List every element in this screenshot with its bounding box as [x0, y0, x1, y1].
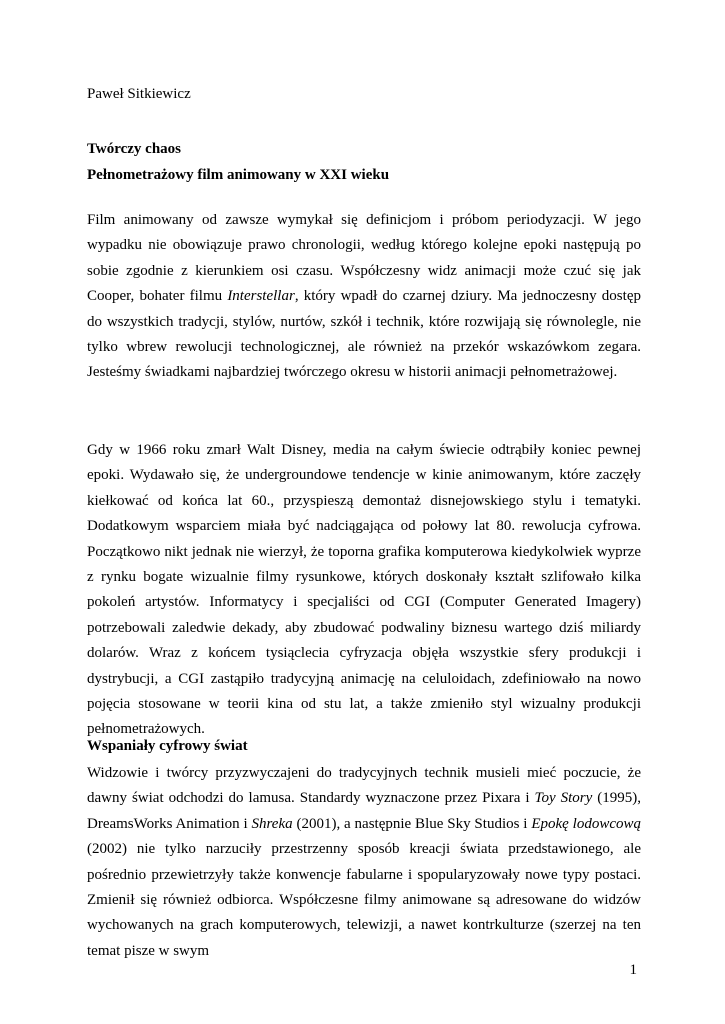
page-number: 1	[629, 962, 637, 978]
film-title-toy-story: Toy Story	[534, 790, 593, 807]
paragraph-intro	[87, 208, 641, 386]
paragraph-intro-text-1: Film animowany od zawsze wymykał się definicjom i próbom periodyzacji. W jego wypadku nie obowiązuje prawo chronologii, według którego kolejne epoki następują po sobie zgodnie z kierunkiem osi czasu. Współczesny widz animacji może czuć się jak Cooper, bohater filmu	[87, 212, 641, 305]
paragraph-digital-text-1: Widzowie i twórcy przyzwyczajeni do tradycyjnych technik musieli mieć poczucie, że dawny świat odchodzi do lamusa. Standardy wyznaczone przez Pixara i	[87, 765, 641, 807]
title-block	[87, 136, 643, 188]
paragraph-digital-text-3: (2001), a następnie Blue Sky Studios i	[292, 815, 532, 832]
paragraph-disney: Gdy w 1966 roku zmarł Walt Disney, media na całym świecie odtrąbiły koniec pewnej epoki. Wydawało się, że undergroundowe tendencje w kinie animowanym, które zaczęły kiełkować od końca lat 60., przyspieszą demontaż disnejowskiego stylu i tematyki. Dodatkowym wsparciem miała być nadciągająca od połowy lat 80. rewolucja cyfrowa. Początkowo nikt jednak nie wierzył, że toporna grafika komputerowa kiedykolwiek wyprze z rynku bogate wizualnie filmy rysunkowe, których doskonały kształt szlifowało kilka pokoleń artystów. Informatycy i specjaliści od CGI (Computer Generated Imagery) potrzebowali zaledwie dekady, aby zbudować podwaliny biznesu wartego dziś miliardy dolarów. Wraz z końcem tysiąclecia cyfryzacja objęła wszystkie sfery produkcji i dystrybucji, a CGI zastąpiło tradycyjną animację na celuloidach, zdefiniowało na nowo pojęcia stosowane w teorii kina od stu lat, a także zmieniło styl wizualny produkcji pełnometrażowych.	[87, 442, 641, 738]
film-title-ice-age: Epokę lodowcową	[531, 815, 641, 832]
paragraph-digital-text-2: (1995), DreamsWorks Animation i	[87, 790, 641, 832]
film-title-interstellar: Interstellar	[227, 288, 295, 305]
paragraph-intro-text-2: , który wpadł do czarnej dziury. Ma jednoczesny dostęp do wszystkich tradycji, stylów, nurtów, szkół i technik, które rozwijają się równolegle, nie tylko wbrew rewolucji technologicznej, ale również na przekór wskazówkom zegara. Jesteśmy świadkami najbardziej twórczego okresu w historii animacji pełnometrażowej.	[87, 288, 641, 381]
author-name: Paweł Sitkiewicz	[87, 86, 191, 102]
section-heading: Wspaniały cyfrowy świat	[87, 738, 248, 754]
paragraph-digital-world	[87, 761, 641, 964]
film-title-shrek: Shreka	[251, 815, 293, 832]
document-title: Twórczy chaos	[87, 141, 182, 157]
document-subtitle: Pełnometrażowy film animowany w XXI wieku	[87, 167, 390, 183]
paragraph-digital-text-4: (2002) nie tylko narzuciły przestrzenny sposób kreacji świata przedstawionego, ale pośrednio przewietrzyły także konwencje fabularne i spopularyzowały nowe typy postaci. Zmienił się również odbiorca. Współczesne filmy animowane są adresowane do widzów wychowanych na grach komputerowych, telewizji, a nawet kontrkulturze (szerzej na ten temat pisze w swym	[87, 841, 641, 959]
